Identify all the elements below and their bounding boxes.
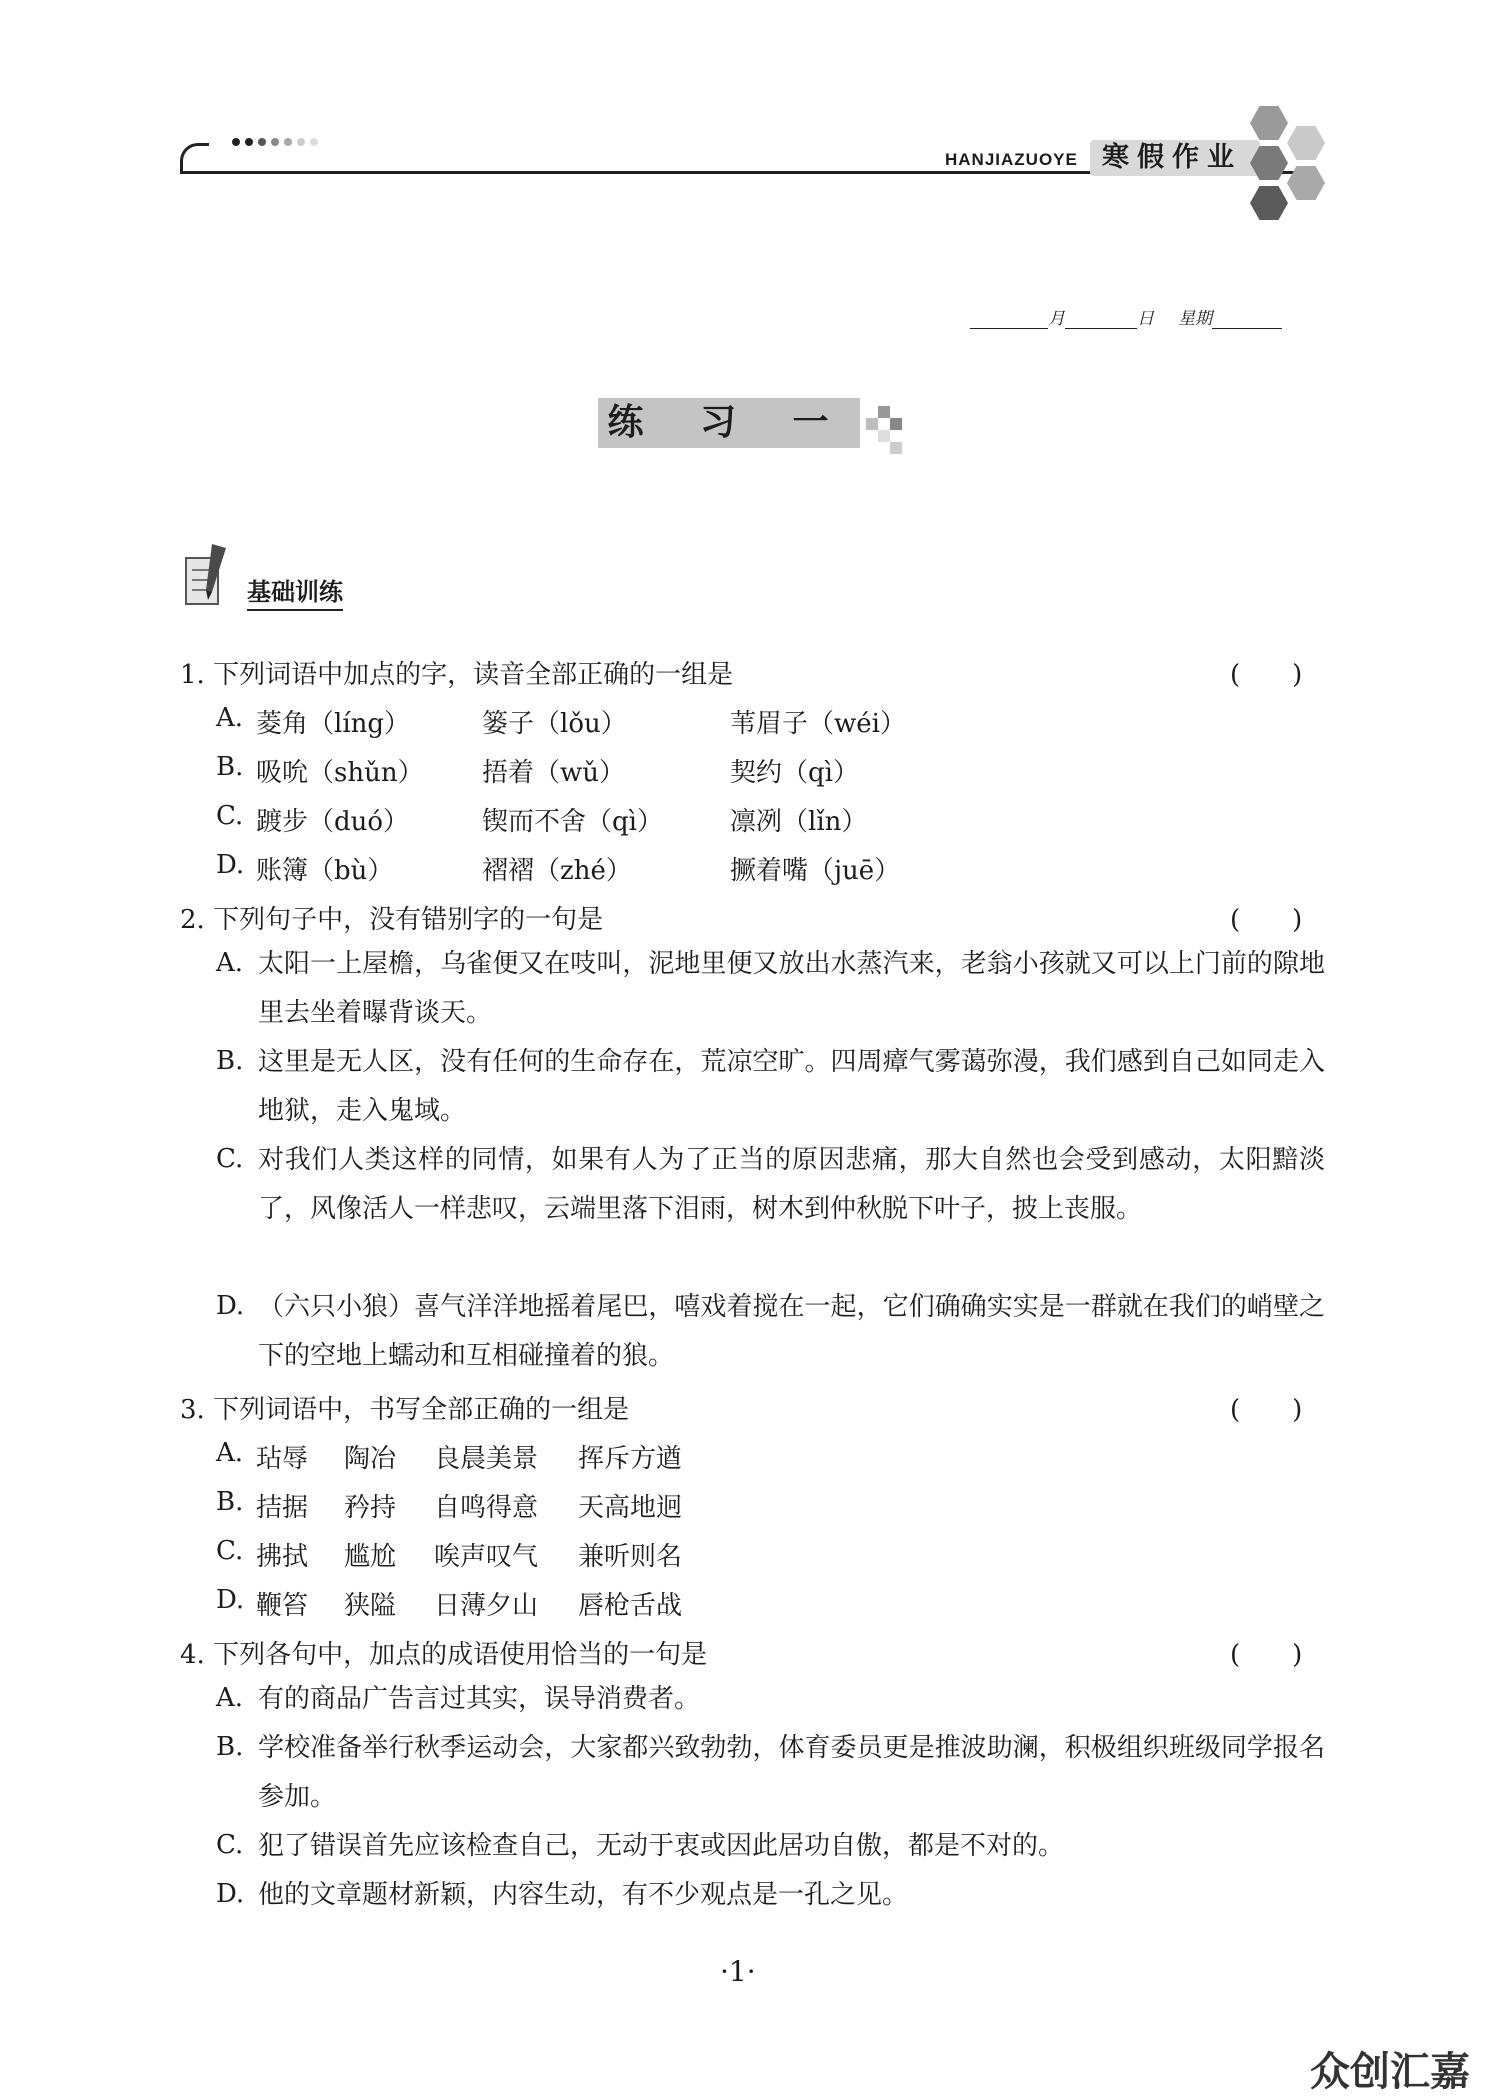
option-item: 日薄夕山	[434, 1591, 539, 1621]
option-label: C.	[216, 1536, 244, 1566]
option-text[interactable]: 对我们人类这样的同情，如果有人为了正当的原因悲痛，那大自然也会受到感动，太阳黯淡了，风像活人一样悲叹，云端里落下泪雨，树木到仲秋脱下叶子，披上丧服。	[258, 1145, 1325, 1224]
option-label: D.	[216, 1879, 245, 1909]
option-item: 踱步（duó）	[256, 807, 410, 837]
option-item: 褶褶（zhé）	[482, 856, 632, 886]
question-stem: 1. 下列词语中加点的字，读音全部正确的一组是	[180, 660, 734, 690]
option-item: 拮据	[256, 1493, 309, 1523]
option-item: 玷辱	[256, 1444, 309, 1474]
hexagon-decoration	[1250, 186, 1288, 220]
option-item: 尴尬	[344, 1542, 397, 1572]
option-item: 自鸣得意	[434, 1493, 539, 1523]
option-item: 拂拭	[256, 1542, 309, 1572]
option-item: 菱角（líng）	[256, 709, 411, 739]
day-blank[interactable]	[1065, 300, 1137, 329]
weekday-blank[interactable]	[1212, 300, 1282, 329]
checker-decoration	[890, 418, 902, 430]
option-item: 苇眉子（wéi）	[730, 709, 906, 739]
option-item: 账簿（bù）	[256, 856, 394, 886]
answer-bracket[interactable]: ( )	[1230, 660, 1303, 690]
option-item: 锲而不舍（qì）	[482, 807, 663, 837]
option-label: D.	[216, 1585, 245, 1615]
option-text[interactable]: 这里是无人区，没有任何的生命存在，荒凉空旷。四周瘴气雾蔼弥漫，我们感到自己如同走入地狱，走入鬼域。	[258, 1047, 1325, 1126]
day-label: 日	[1137, 309, 1154, 329]
date-line	[970, 300, 1325, 340]
pencil-icon	[182, 540, 240, 610]
option-label: C.	[216, 801, 244, 831]
page-number: ·1·	[720, 1955, 756, 1988]
option-label: D.	[216, 850, 245, 880]
hexagon-decoration	[1250, 106, 1288, 140]
option-text[interactable]: （六只小狼）喜气洋洋地摇着尾巴，嘻戏着搅在一起，它们确确实实是一群就在我们的峭壁之下的空地上蠕动和互相碰撞着的狼。	[258, 1292, 1325, 1371]
option-item: 唉声叹气	[434, 1542, 539, 1572]
option-label: B.	[216, 752, 244, 782]
option-item: 天高地迥	[578, 1493, 683, 1523]
answer-bracket[interactable]: ( )	[1230, 1395, 1303, 1425]
option-label: B.	[216, 1487, 244, 1517]
option-text[interactable]: 有的商品广告言过其实，误导消费者。	[258, 1684, 701, 1714]
question-stem: 2. 下列句子中，没有错别字的一句是	[180, 905, 604, 935]
checker-decoration	[878, 406, 890, 418]
option-item: 撅着嘴（juē）	[730, 856, 901, 886]
exercise-title: 练 习 一	[598, 398, 860, 448]
option-label: A.	[216, 1438, 244, 1468]
option-item: 唇枪舌战	[578, 1591, 683, 1621]
option-item: 狭隘	[344, 1591, 397, 1621]
option-item: 挥斥方遒	[578, 1444, 683, 1474]
option-text[interactable]: 太阳一上屋檐，乌雀便又在吱叫，泥地里便又放出水蒸汽来，老翁小孩就又可以上门前的隙地里去坐着曝背谈天。	[258, 949, 1325, 1028]
question-stem: 4. 下列各句中，加点的成语使用恰当的一句是	[180, 1640, 708, 1670]
checker-decoration	[890, 442, 902, 454]
option-label: B.	[216, 1732, 244, 1762]
option-label: A.	[216, 703, 244, 733]
option-label: B.	[216, 1046, 244, 1076]
watermark: 众创汇嘉	[1310, 2049, 1470, 2095]
month-blank[interactable]	[970, 300, 1048, 329]
option-text[interactable]: 犯了错误首先应该检查自己，无动于衷或因此居功自傲，都是不对的。	[258, 1831, 1065, 1861]
question-stem: 3. 下列词语中，书写全部正确的一组是	[180, 1395, 630, 1425]
option-label: C.	[216, 1144, 244, 1174]
hexagon-decoration	[1287, 126, 1325, 160]
header-title: 寒假作业	[1090, 140, 1260, 176]
option-label: C.	[216, 1830, 244, 1860]
option-label: A.	[216, 948, 244, 978]
option-item: 凛冽（lǐn）	[730, 807, 868, 837]
option-item: 吸吮（shǔn）	[256, 758, 424, 788]
header-dots	[232, 138, 318, 146]
option-item: 契约（qì）	[730, 758, 859, 788]
header-curve	[180, 143, 209, 174]
option-text[interactable]: 学校准备举行秋季运动会，大家都兴致勃勃，体育委员更是推波助澜，积极组织班级同学报名参加。	[258, 1733, 1325, 1812]
header-pinyin: HANJIAZUOYE	[945, 150, 1078, 169]
option-item: 良晨美景	[434, 1444, 539, 1474]
option-item: 陶冶	[344, 1444, 397, 1474]
answer-bracket[interactable]: ( )	[1230, 1640, 1303, 1670]
checker-decoration	[866, 418, 878, 430]
weekday-label: 星期	[1178, 309, 1212, 329]
option-item: 篓子（lǒu）	[482, 709, 627, 739]
option-item: 矜持	[344, 1493, 397, 1523]
option-label: D.	[216, 1291, 245, 1321]
answer-bracket[interactable]: ( )	[1230, 905, 1303, 935]
option-label: A.	[216, 1683, 244, 1713]
month-label: 月	[1048, 309, 1065, 329]
option-item: 兼听则名	[578, 1542, 683, 1572]
option-text[interactable]: 他的文章题材新颖，内容生动，有不少观点是一孔之见。	[258, 1880, 909, 1910]
checker-decoration	[878, 430, 890, 442]
section-heading: 基础训练	[247, 572, 343, 611]
option-item: 捂着（wǔ）	[482, 758, 626, 788]
option-item: 鞭笞	[256, 1591, 309, 1621]
